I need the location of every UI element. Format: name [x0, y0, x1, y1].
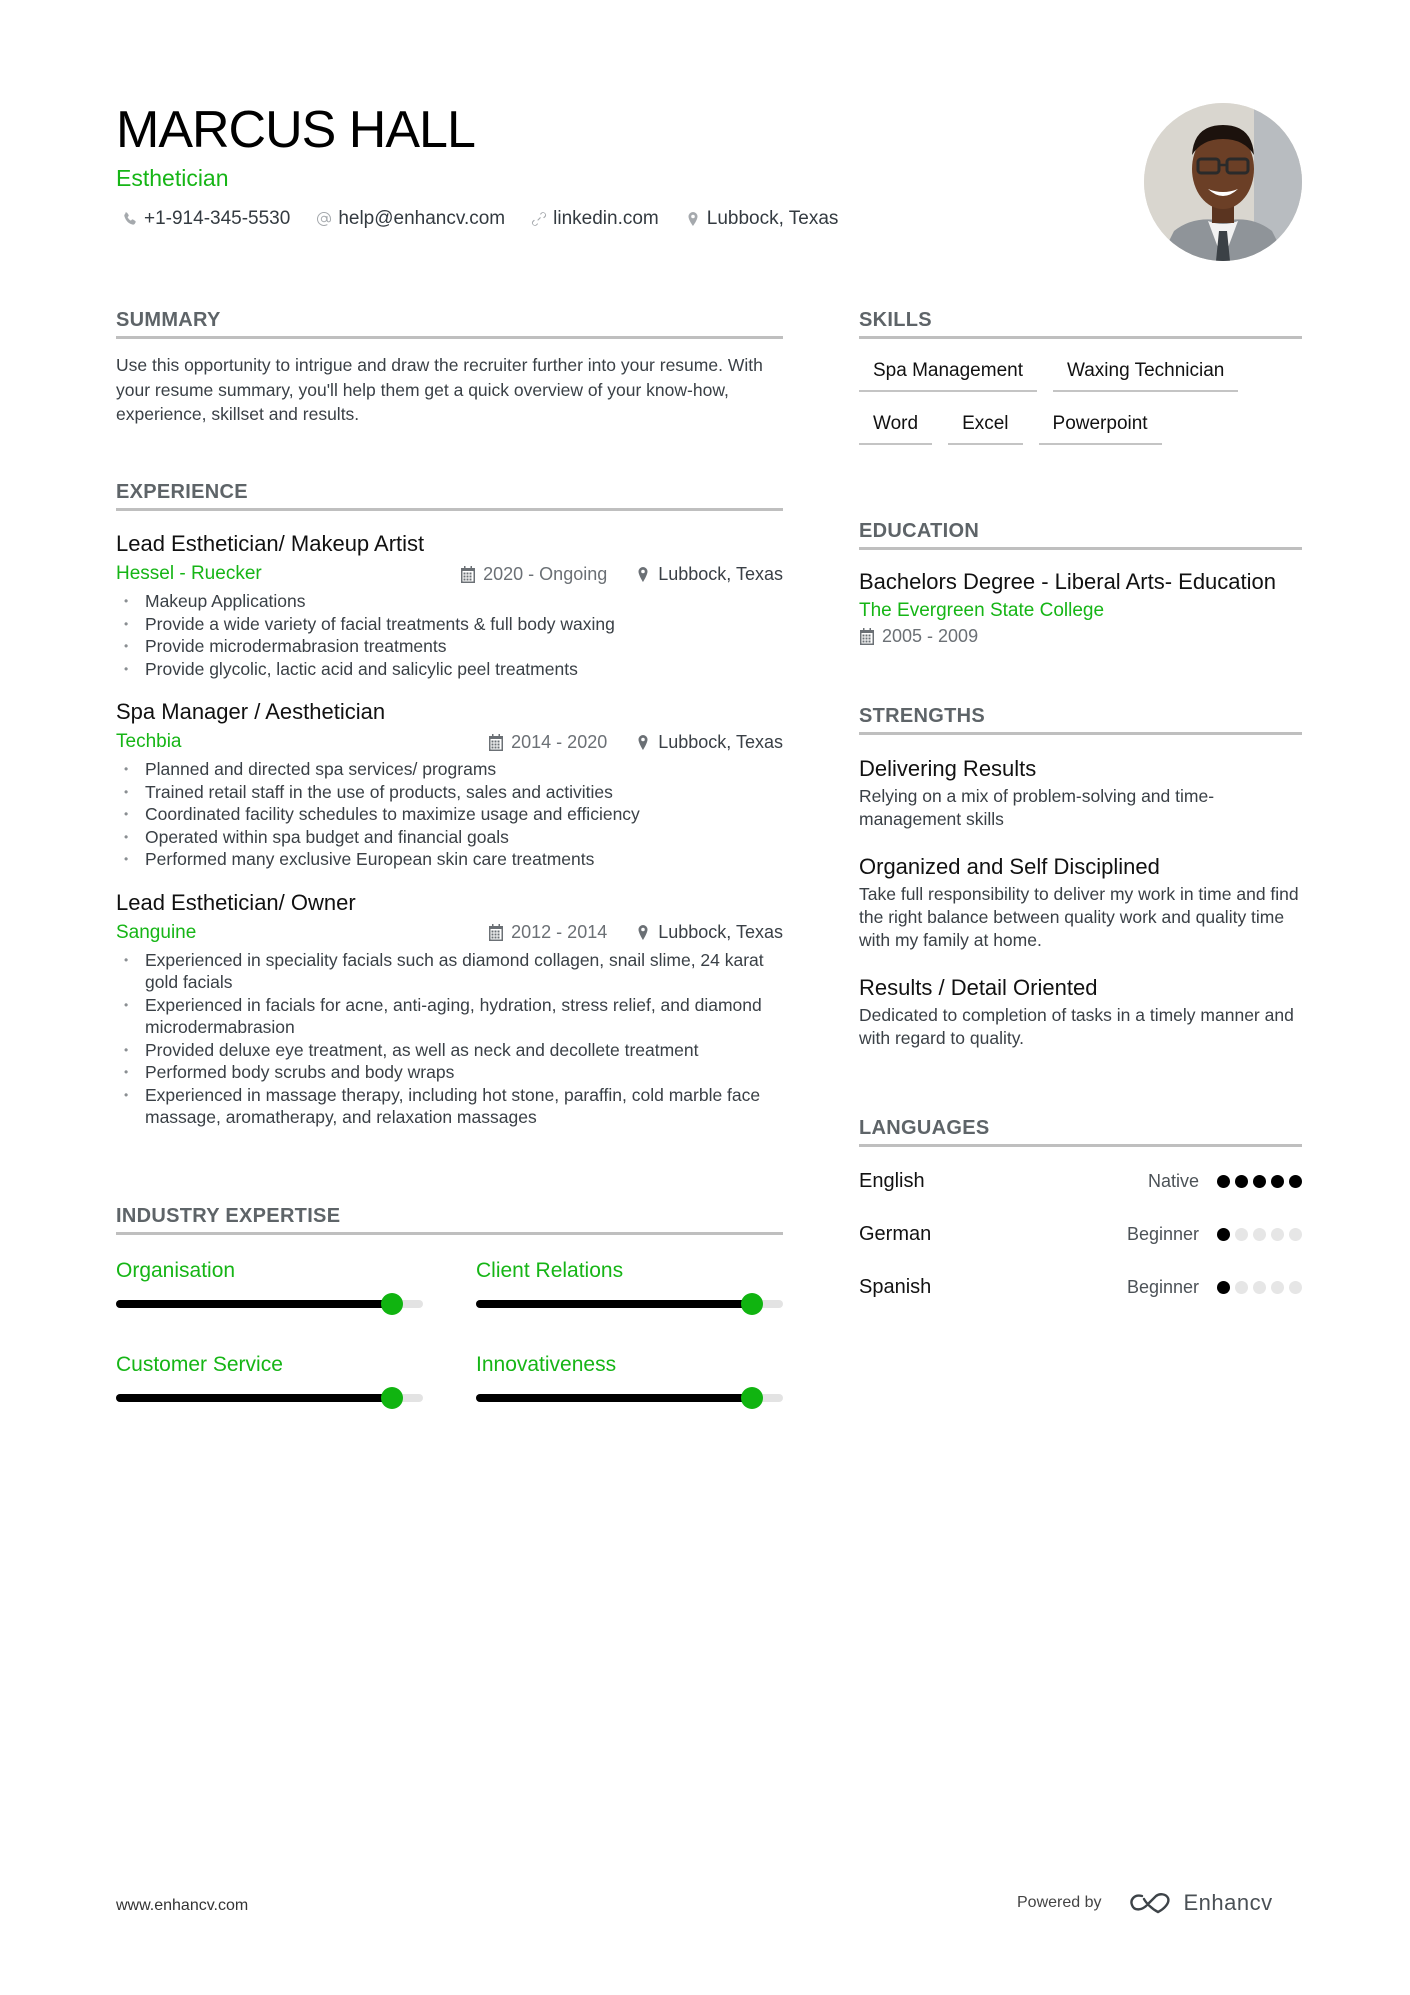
language-level: Native: [1147, 1171, 1199, 1191]
language-name: English: [859, 1170, 925, 1192]
job-bullets: [116, 949, 783, 1129]
job-bullets: [116, 758, 783, 871]
expertise-level-bar: [116, 1293, 423, 1315]
strength-item: [859, 974, 1302, 1050]
education-dates: 2005 - 2009: [859, 626, 1302, 647]
skills-list: [859, 357, 1302, 445]
candidate-role: Esthetician: [116, 165, 229, 191]
strength-title: Delivering Results: [859, 756, 1037, 781]
bullet-item: • Coordinated facility schedules to maximize usage and efficiency: [116, 803, 783, 826]
proficiency-dots: [1217, 1281, 1302, 1294]
expertise-item: [116, 1257, 423, 1315]
level-knob: [381, 1293, 403, 1315]
strength-description: Relying on a mix of problem-solving and time-management skills: [859, 786, 1215, 829]
map-pin-icon: [685, 211, 701, 227]
expertise-grid: [116, 1257, 783, 1409]
section-title-industry-expertise: INDUSTRY EXPERTISE: [116, 1203, 783, 1235]
powered-by-label: Powered by: [1017, 1894, 1102, 1911]
profile-photo: [1144, 103, 1302, 261]
map-pin-icon: [635, 566, 651, 583]
section-title-summary: SUMMARY: [116, 307, 783, 339]
candidate-name: MARCUS HALL: [116, 101, 475, 159]
calendar-icon: [460, 566, 476, 583]
job-entry: [116, 530, 783, 680]
bullet-item: • Provide glycolic, lactic acid and salicylic peel treatments: [116, 658, 783, 681]
degree-title: Bachelors Degree - Liberal Arts- Education: [859, 569, 1276, 594]
footer-website-link[interactable]: www.enhancv.com: [116, 1897, 249, 1914]
expertise-level-bar: [476, 1387, 783, 1409]
job-meta: [116, 921, 783, 945]
phone-text: +1-914-345-5530: [144, 208, 291, 229]
map-pin-icon: [635, 924, 651, 941]
contact-email[interactable]: [316, 208, 505, 230]
language-row: [859, 1155, 1302, 1208]
job-dates: 2012 - 2014: [488, 922, 607, 943]
job-entry: [116, 698, 783, 871]
bullet-item: • Provide microdermabrasion treatments: [116, 635, 783, 658]
bullet-item: • Trained retail staff in the use of products, sales and activities: [116, 781, 783, 804]
strength-description: Take full responsibility to deliver my work in time and find the right balance between quality work and quality time with my family at home.: [859, 884, 1299, 950]
bullet-item: • Makeup Applications: [116, 590, 783, 613]
section-title-experience: EXPERIENCE: [116, 479, 783, 511]
phone-icon: [122, 211, 138, 227]
job-title: Spa Manager / Aesthetician: [116, 699, 386, 724]
contact-bar: [122, 208, 838, 230]
expertise-label: Organisation: [116, 1259, 236, 1282]
level-knob: [741, 1293, 763, 1315]
education-section: [859, 518, 1302, 647]
language-name: Spanish: [859, 1276, 932, 1298]
expertise-label: Innovativeness: [476, 1353, 617, 1376]
contact-phone: [122, 208, 290, 230]
job-title: Lead Esthetician/ Owner: [116, 889, 356, 915]
strength-item: [859, 853, 1302, 952]
job-dates: 2014 - 2020: [488, 732, 607, 753]
job-title: Lead Esthetician/ Makeup Artist: [116, 531, 425, 556]
section-title-skills: SKILLS: [859, 307, 1302, 339]
contact-location: [685, 208, 839, 230]
calendar-icon: [859, 628, 875, 645]
strength-item: [859, 755, 1302, 831]
bullet-item: • Operated within spa budget and financial goals: [116, 826, 783, 849]
bullet-item: • Performed many exclusive European skin care treatments: [116, 848, 783, 871]
job-meta: [116, 730, 783, 754]
language-level: Beginner: [1126, 1277, 1199, 1297]
strengths-section: [859, 703, 1302, 1050]
bullet-item: • Performed body scrubs and body wraps: [116, 1061, 783, 1084]
skills-section: [859, 307, 1302, 445]
summary-text: Use this opportunity to intrigue and draw the recruiter further into your resume. With your resume summary, you'll help them get a quick overview of your know-how, experience, skillset and results.: [116, 355, 763, 424]
job-location: Lubbock, Texas: [635, 732, 783, 753]
level-knob: [741, 1387, 763, 1409]
enhancv-logo-icon: [1128, 1891, 1174, 1915]
job-meta: [116, 562, 783, 586]
language-name: German: [859, 1223, 932, 1245]
section-title-strengths: STRENGTHS: [859, 703, 1302, 735]
at-icon: [316, 211, 332, 227]
bullet-item: • Experienced in facials for acne, anti-aging, hydration, stress relief, and diamond microdermabrasion: [116, 994, 783, 1039]
skill-tag: Waxing Technician: [1053, 357, 1238, 392]
experience-section: [116, 479, 783, 1129]
language-row: [859, 1208, 1302, 1261]
strength-description: Dedicated to completion of tasks in a timely manner and with regard to quality.: [859, 1005, 1294, 1048]
industry-expertise-section: [116, 1203, 783, 1409]
link-icon: [531, 211, 547, 227]
job-bullets: [116, 590, 783, 680]
job-location: Lubbock, Texas: [635, 564, 783, 585]
calendar-icon: [488, 734, 504, 751]
company-name: Techbia: [116, 731, 182, 752]
languages-section: [859, 1115, 1302, 1314]
enhancv-logo[interactable]: [1128, 1890, 1273, 1916]
person-portrait-icon: [1144, 103, 1302, 261]
bullet-item: • Provided deluxe eye treatment, as well as neck and decollete treatment: [116, 1039, 783, 1062]
expertise-item: [116, 1351, 423, 1409]
summary-section: [116, 307, 783, 427]
map-pin-icon: [635, 734, 651, 751]
section-title-education: EDUCATION: [859, 518, 1302, 550]
contact-linkedin[interactable]: [531, 208, 659, 230]
company-name: Sanguine: [116, 921, 197, 943]
email-text: help@enhancv.com: [338, 208, 506, 229]
job-entry: [116, 889, 783, 1129]
bullet-item: • Planned and directed spa services/ programs: [116, 758, 783, 781]
skill-tag: Spa Management: [859, 357, 1037, 392]
footer-branding: [1017, 1890, 1273, 1916]
proficiency-dots: [1217, 1228, 1302, 1241]
bullet-item: • Provide a wide variety of facial treatments & full body waxing: [116, 613, 783, 636]
bullet-item: • Experienced in massage therapy, including hot stone, paraffin, cold marble face massage, aromatherapy, and relaxation massages: [116, 1084, 783, 1129]
expertise-level-bar: [476, 1293, 783, 1315]
skill-tag: Excel: [948, 410, 1022, 445]
expertise-item: [476, 1257, 783, 1315]
skill-tag: Word: [859, 410, 932, 445]
proficiency-dots: [1217, 1175, 1302, 1188]
linkedin-text: linkedin.com: [553, 208, 659, 229]
location-text: Lubbock, Texas: [706, 208, 839, 229]
job-dates: 2020 - Ongoing: [460, 564, 607, 585]
expertise-label: Client Relations: [476, 1259, 624, 1282]
strength-title: Results / Detail Oriented: [859, 975, 1098, 1000]
language-level: Beginner: [1126, 1224, 1199, 1244]
section-title-languages: LANGUAGES: [859, 1115, 1302, 1147]
bullet-item: • Experienced in speciality facials such as diamond collagen, snail slime, 24 karat gold facials: [116, 949, 783, 994]
company-name: Hessel - Ruecker: [116, 563, 262, 584]
skill-tag: Powerpoint: [1039, 410, 1162, 445]
expertise-label: Customer Service: [116, 1353, 283, 1376]
strength-title: Organized and Self Disciplined: [859, 854, 1160, 879]
level-knob: [381, 1387, 403, 1409]
school-name: The Evergreen State College: [859, 600, 1105, 621]
job-location: Lubbock, Texas: [635, 922, 783, 943]
expertise-item: [476, 1351, 783, 1409]
language-row: [859, 1261, 1302, 1314]
calendar-icon: [488, 924, 504, 941]
brand-name: Enhancv: [1183, 1890, 1273, 1915]
expertise-level-bar: [116, 1387, 423, 1409]
